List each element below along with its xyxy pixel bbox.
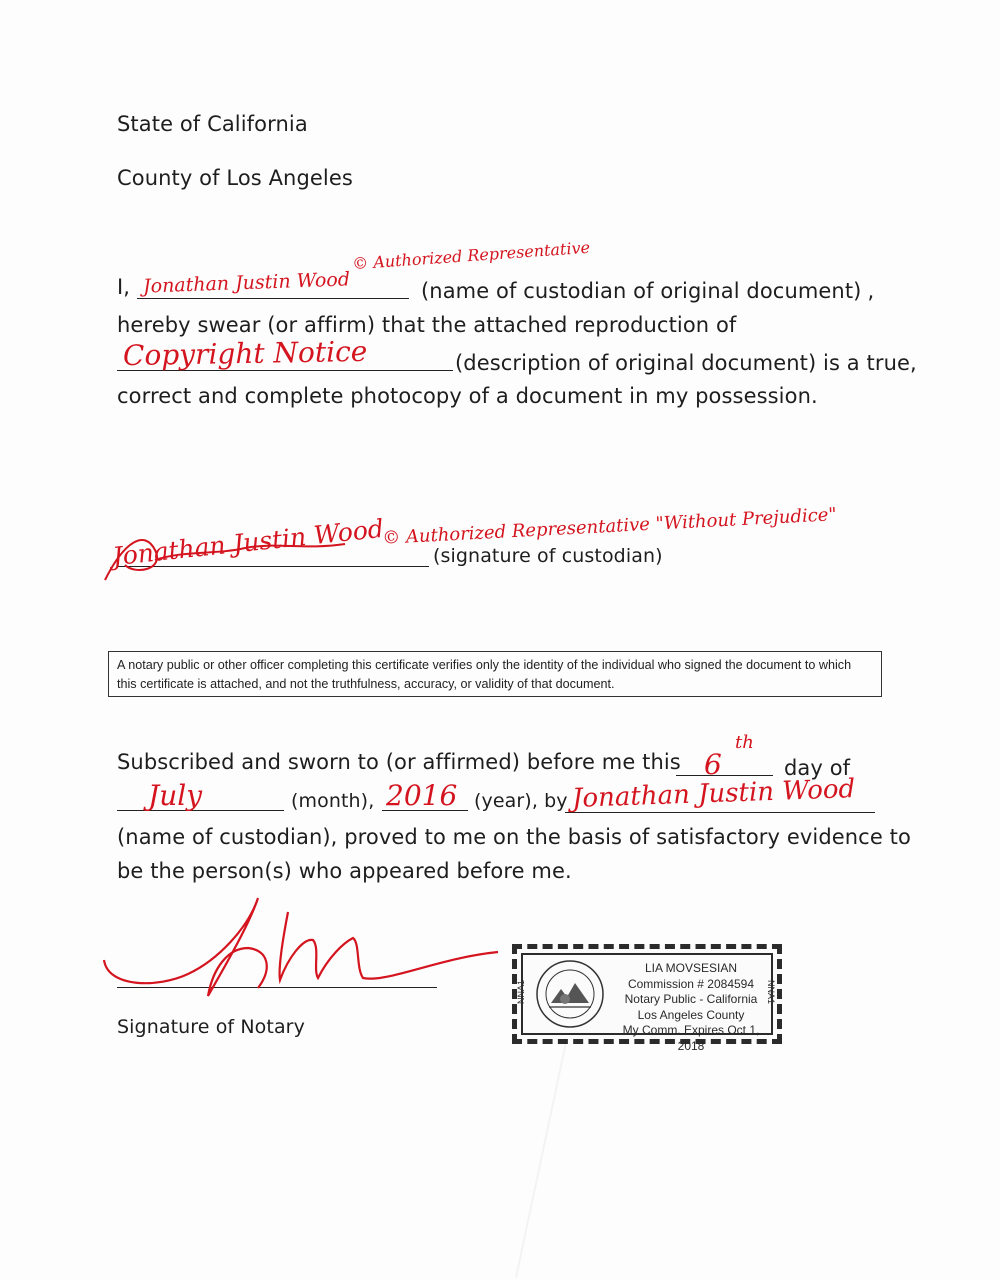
notary-signature-handwriting: [98, 888, 518, 1008]
jurat-line1-prefix: Subscribed and sworn to (or affirmed) before me this: [117, 750, 681, 774]
jurat-line1-suffix: day of: [784, 756, 851, 780]
county-heading: County of Los Angeles: [117, 166, 353, 190]
stamp-expiration: My Comm. Expires Oct 1, 2018: [622, 1023, 760, 1053]
paper-crease: [515, 1042, 567, 1277]
jurat-line4: be the person(s) who appeared before me.: [117, 859, 572, 883]
custodian-signature-flourish: [95, 520, 415, 590]
custodian-prefix: I,: [117, 275, 131, 299]
custodian-name-handwriting: Jonathan Justin Wood: [142, 268, 351, 298]
california-seal-icon: [535, 959, 605, 1029]
reproduction-statement: hereby swear (or affirm) that the attached reproduction of: [117, 313, 737, 337]
month-label: (month),: [291, 790, 375, 812]
stamp-commission: Commission # 2084594: [627, 976, 755, 991]
state-heading: State of California: [117, 112, 308, 136]
notary-stamp: [512, 944, 782, 1053]
jurat-name-handwriting: Jonathan Justin Wood: [571, 774, 856, 814]
custodian-signature-label: (signature of custodian): [433, 545, 663, 567]
day-suffix-handwriting: th: [735, 732, 754, 753]
custodian-annotation-handwriting: © Authorized Representative: [351, 237, 591, 274]
custodian-label-suffix: ,: [867, 279, 875, 303]
notary-notice-box: A notary public or other officer completing this certificate verifies only the identity of the individual who signed the document to which this certificate is attached, and not the truthfulness, accuracy, or validity of that document.: [108, 651, 882, 697]
stamp-title: Notary Public - California: [624, 992, 758, 1006]
month-handwriting: July: [148, 779, 203, 812]
custodian-signature-handwriting: Jonathan Justin Wood: [111, 513, 386, 572]
photocopy-statement: correct and complete photocopy of a document in my possession.: [117, 384, 818, 408]
custodian-label-text: (name of custodian of original document): [421, 279, 862, 303]
custodian-name-blank: [137, 298, 409, 299]
custodian-label: [421, 279, 874, 303]
jurat-line3: (name of custodian), proved to me on the basis of satisfactory evidence to: [117, 825, 911, 849]
description-label: (description of original document) is a true,: [455, 351, 917, 375]
stamp-side-code-right: NNA1: [766, 979, 777, 1005]
day-handwriting: 6: [704, 748, 722, 781]
year-label: (year), by: [474, 790, 568, 812]
notary-signature-label: Signature of Notary: [117, 1016, 305, 1038]
day-blank: [676, 775, 773, 776]
stamp-notary-name: LIA MOVSESIAN: [644, 961, 738, 975]
custodian-signature-annotation: © Authorized Representative "Without Prejudice": [381, 504, 838, 549]
stamp-details: [611, 961, 771, 1054]
year-handwriting: 2016: [386, 779, 458, 812]
stamp-county: Los Angeles County: [637, 1007, 745, 1022]
description-handwriting: Copyright Notice: [122, 334, 368, 373]
stamp-side-code-left: NNA1: [516, 979, 527, 1005]
